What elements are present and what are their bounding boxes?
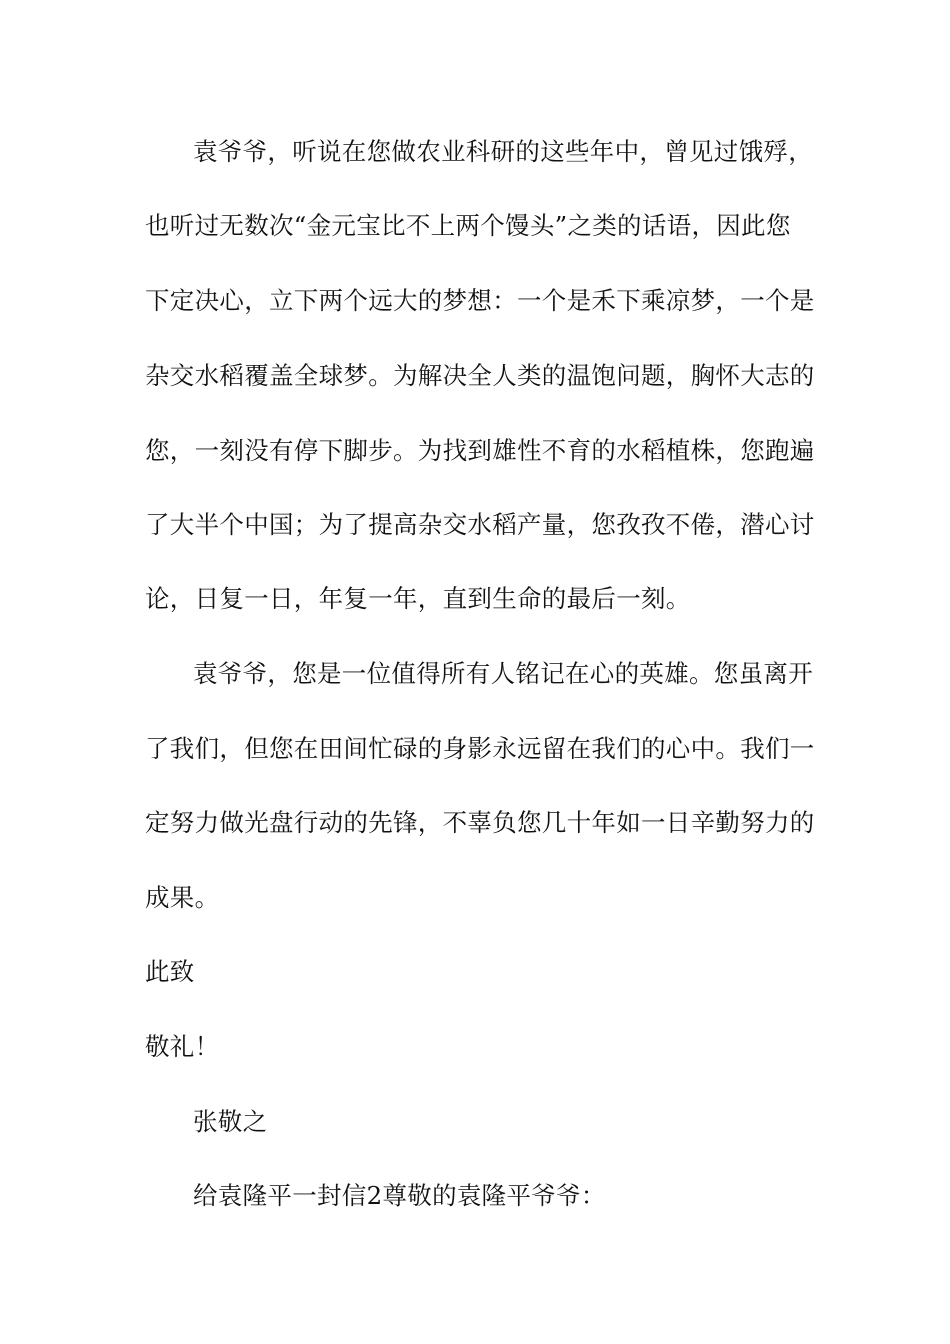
paragraph1-line-6: 了大半个中国；为了提高杂交水稻产量，您孜孜不倦，潜心讨 [145, 510, 815, 539]
paragraph1-line-4: 杂交水稻覆盖全球梦。为解决全人类的温饱问题，胸怀大志的 [145, 361, 815, 390]
paragraph2-line-1: 袁爷爷，您是一位值得所有人铭记在心的英雄。您虽离开 [193, 659, 813, 688]
paragraph2-line-2: 了我们，但您在田间忙碌的身影永远留在我们的心中。我们一 [145, 734, 815, 763]
signature: 张敬之 [193, 1107, 268, 1136]
paragraph2-line-4: 成果。 [145, 883, 220, 912]
paragraph1-line-3: 下定决心，立下两个远大的梦想：一个是禾下乘凉梦，一个是 [145, 286, 815, 315]
paragraph1-line-1: 袁爷爷，听说在您做农业科研的这些年中，曾见过饿殍， [193, 137, 813, 166]
paragraph2-line-3: 定努力做光盘行动的先锋，不辜负您几十年如一日辛勤努力的 [145, 808, 815, 837]
paragraph1-line-2: 也听过无数次“金元宝比不上两个馒头”之类的话语，因此您 [145, 211, 791, 240]
closing-line-1: 此致 [145, 957, 195, 986]
closing-line-2: 敬礼！ [145, 1032, 220, 1061]
next-letter-heading: 给袁隆平一封信2尊敬的袁隆平爷爷： [193, 1181, 606, 1210]
paragraph1-line-7: 论，日复一日，年复一年，直到生命的最后一刻。 [145, 584, 691, 613]
paragraph1-line-5: 您，一刻没有停下脚步。为找到雄性不育的水稻植株，您跑遍 [145, 436, 815, 465]
